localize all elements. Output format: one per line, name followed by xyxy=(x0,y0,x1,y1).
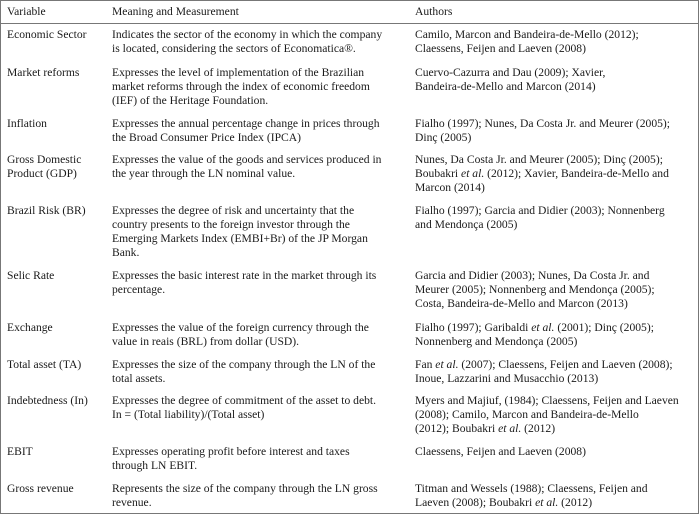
authors-cell: Nunes, Da Costa Jr. and Meurer (2005); Dinç (2005); Boubakri et al. (2012); Xavier, Bandeira-de-Mello and Marcon (2014) xyxy=(415,153,669,194)
authors-cell: Cuervo-Cazurra and Dau (2009); Xavier, Bandeira-de-Mello and Marcon (2014) xyxy=(415,66,606,93)
variable-cell: Gross revenue xyxy=(7,482,74,495)
variable-cell: Indebtedness (In) xyxy=(7,394,88,407)
authors-cell: Fan et al. (2007); Claessens, Feijen and Laeven (2008); Inoue, Lazzarini and Musacchio (2013) xyxy=(415,358,673,385)
authors-cell: Fialho (1997); Garcia and Didier (2003); Nonnenberg and Mendonça (2005) xyxy=(415,204,665,231)
meaning-cell: Indicates the sector of the economy in which the company is located, considering the sectors of Economatica®. xyxy=(112,28,383,55)
authors-cell: Fialho (1997); Nunes, Da Costa Jr. and Meurer (2005); Dinç (2005) xyxy=(415,117,671,144)
variable-cell: Inflation xyxy=(7,117,47,130)
header-meaning: Meaning and Measurement xyxy=(112,5,239,18)
authors-cell: Titman and Wessels (1988); Claessens, Feijen and Laeven (2008); Boubakri et al. (2012) xyxy=(415,482,648,509)
header-authors: Authors xyxy=(415,5,453,18)
variable-cell: Economic Sector xyxy=(7,28,87,41)
meaning-cell: Expresses the value of the goods and services produced in the year through the LN nominal value. xyxy=(112,153,382,180)
authors-cell: Claessens, Feijen and Laeven (2008) xyxy=(415,445,586,458)
variable-cell: EBIT xyxy=(7,445,33,458)
authors-cell: Camilo, Marcon and Bandeira-de-Mello (2012); Claessens, Feijen and Laeven (2008) xyxy=(415,28,639,55)
header-variable: Variable xyxy=(7,5,46,18)
meaning-cell: Expresses the size of the company through the LN of the total assets. xyxy=(112,358,376,385)
meaning-cell: Expresses the level of implementation of the Brazilian market reforms through the index of economic freedom (IEF) of the Heritage Foundation. xyxy=(112,66,370,107)
meaning-cell: Expresses the annual percentage change in prices through the Broad Consumer Price Index (IPCA) xyxy=(112,117,380,144)
meaning-cell: Expresses the degree of risk and uncertainty that the country presents to the foreign investor through the Emerging Markets Index (EMBI+Br) of the JP Morgan Bank. xyxy=(112,204,368,259)
authors-cell: Myers and Majiuf, (1984); Claessens, Feijen and Laeven (2008); Camilo, Marcon and Bandeira-de-Mello (2012); Boubakri et al. (2012) xyxy=(415,394,679,435)
meaning-cell: Expresses the value of the foreign currency through the value in reais (BRL) from dollar (USD). xyxy=(112,321,369,348)
variable-cell: Exchange xyxy=(7,321,53,334)
variable-cell: Selic Rate xyxy=(7,269,55,282)
variable-cell: Total asset (TA) xyxy=(7,358,82,371)
variable-cell: Market reforms xyxy=(7,66,80,79)
meaning-cell: Expresses the degree of commitment of the asset to debt. In = (Total liability)/(Total asset) xyxy=(112,394,377,421)
authors-cell: Garcia and Didier (2003); Nunes, Da Costa Jr. and Meurer (2005); Nonnenberg and Mendonça (2005); Costa, Bandeira-de-Mello and Marcon (2013) xyxy=(415,269,655,310)
meaning-cell: Expresses operating profit before interest and taxes through LN EBIT. xyxy=(112,445,350,472)
meaning-cell: Represents the size of the company through the LN gross revenue. xyxy=(112,482,378,509)
variable-cell: Brazil Risk (BR) xyxy=(7,204,86,217)
table-header xyxy=(1,1,698,24)
variable-cell: Gross Domestic Product (GDP) xyxy=(7,153,82,180)
authors-cell: Fialho (1997); Garibaldi et al. (2001); Dinç (2005); Nonnenberg and Mendonça (2005) xyxy=(415,321,654,348)
meaning-cell: Expresses the basic interest rate in the market through its percentage. xyxy=(112,269,377,296)
